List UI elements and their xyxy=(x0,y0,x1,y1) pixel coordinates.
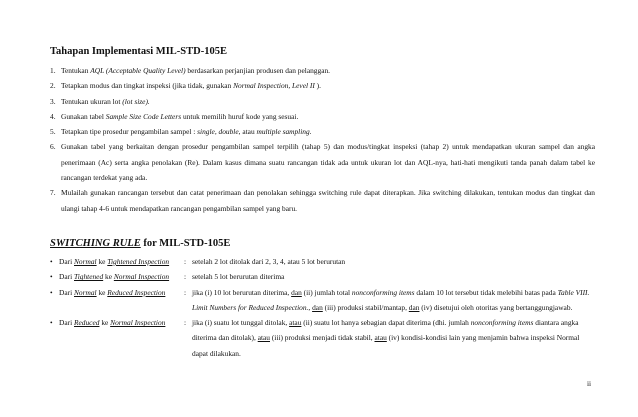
section-title-switching-rule: SWITCHING RULE for MIL-STD-105E xyxy=(50,238,231,249)
list-item: 6. Gunakan tabel yang berkaitan dengan prosedur pengambilan sampel terpilih (tahap 5) dan modus/tingkat inspeksi (tahap 2) untuk mendapatkan ukuran sampel dan angka penerimaan (Ac) serta angka penolakan (Re). Dalam kasus dimana suatu rancangan tidak ada untuk ukuran lot dan AQL-nya, hati-hati mengikuti tanda panah dalam tabel ke rancangan terdekat yang ada. xyxy=(50,142,595,183)
list-item: 1. Tentukan AQL (Acceptable Quality Level) berdasarkan perjanjian produsen dan pelanggan. xyxy=(50,66,331,75)
section-title-implementation: Tahapan Implementasi MIL-STD-105E xyxy=(50,46,227,57)
list-item: 5. Tetapkan tipe prosedur pengambilan sampel : single, double, atau multiple sampling. xyxy=(50,127,312,137)
list-item: 7. Mulailah gunakan rancangan tersebut dan catat penerimaan dan penolakan sehingga switching rule dapat diterapkan. Jika switching dilakukan, tentukan modus dan tingkat dan ulangi tahap 4-6 untuk mendapatkan rancangan pengambilan sampel yang baru. xyxy=(50,188,595,213)
switching-rule-row: • Dari Tightened ke Normal Inspection : setelah 5 lot berurutan diterima xyxy=(50,272,285,282)
page-number: ii xyxy=(587,379,592,388)
switching-rules-list xyxy=(50,254,595,361)
list-item: 4. Gunakan tabel Sample Size Code Letters untuk memilih huruf kode yang sesuai. xyxy=(50,111,299,121)
list-item: 3. Tentukan ukuran lot (lot size). xyxy=(50,96,150,106)
list-item: 2. Tetapkan modus dan tingkat inspeksi (jika tidak, gunakan Normal Inspection, Level II ). xyxy=(50,81,321,91)
switching-rule-row: • Dari Normal ke Reduced Inspection : jika (i) 10 lot berurutan diterima, dan (ii) jumlah total nonconforming items dalam 10 lot tersebut tidak melebihi batas pada Table VIII. Limit Numbers for Reduced Inspection., dan (iii) produksi stabil/mantap, dan (iv) disetujui oleh otoritas yang bertanggungjawab. xyxy=(50,287,590,312)
switching-rule-row: • Dari Reduced ke Normal Inspection : jika (i) suatu lot tunggal ditolak, atau (ii) suatu lot hanya sebagian dapat diterima (dhi. jumlah nonconforming items diantara angka diterima dan ditolak), atau (iii) produksi menjadi tidak stabil, atau (iv) kondisi-kondisi lain yang menjamin bahwa inspeksi Normal dapat dilakukan. xyxy=(50,318,580,358)
implementation-steps-list xyxy=(50,63,595,216)
switching-rule-row: • Dari Normal ke Tightened Inspection : setelah 2 lot ditolak dari 2, 3, 4, atau 5 lot berurutan xyxy=(50,257,346,266)
